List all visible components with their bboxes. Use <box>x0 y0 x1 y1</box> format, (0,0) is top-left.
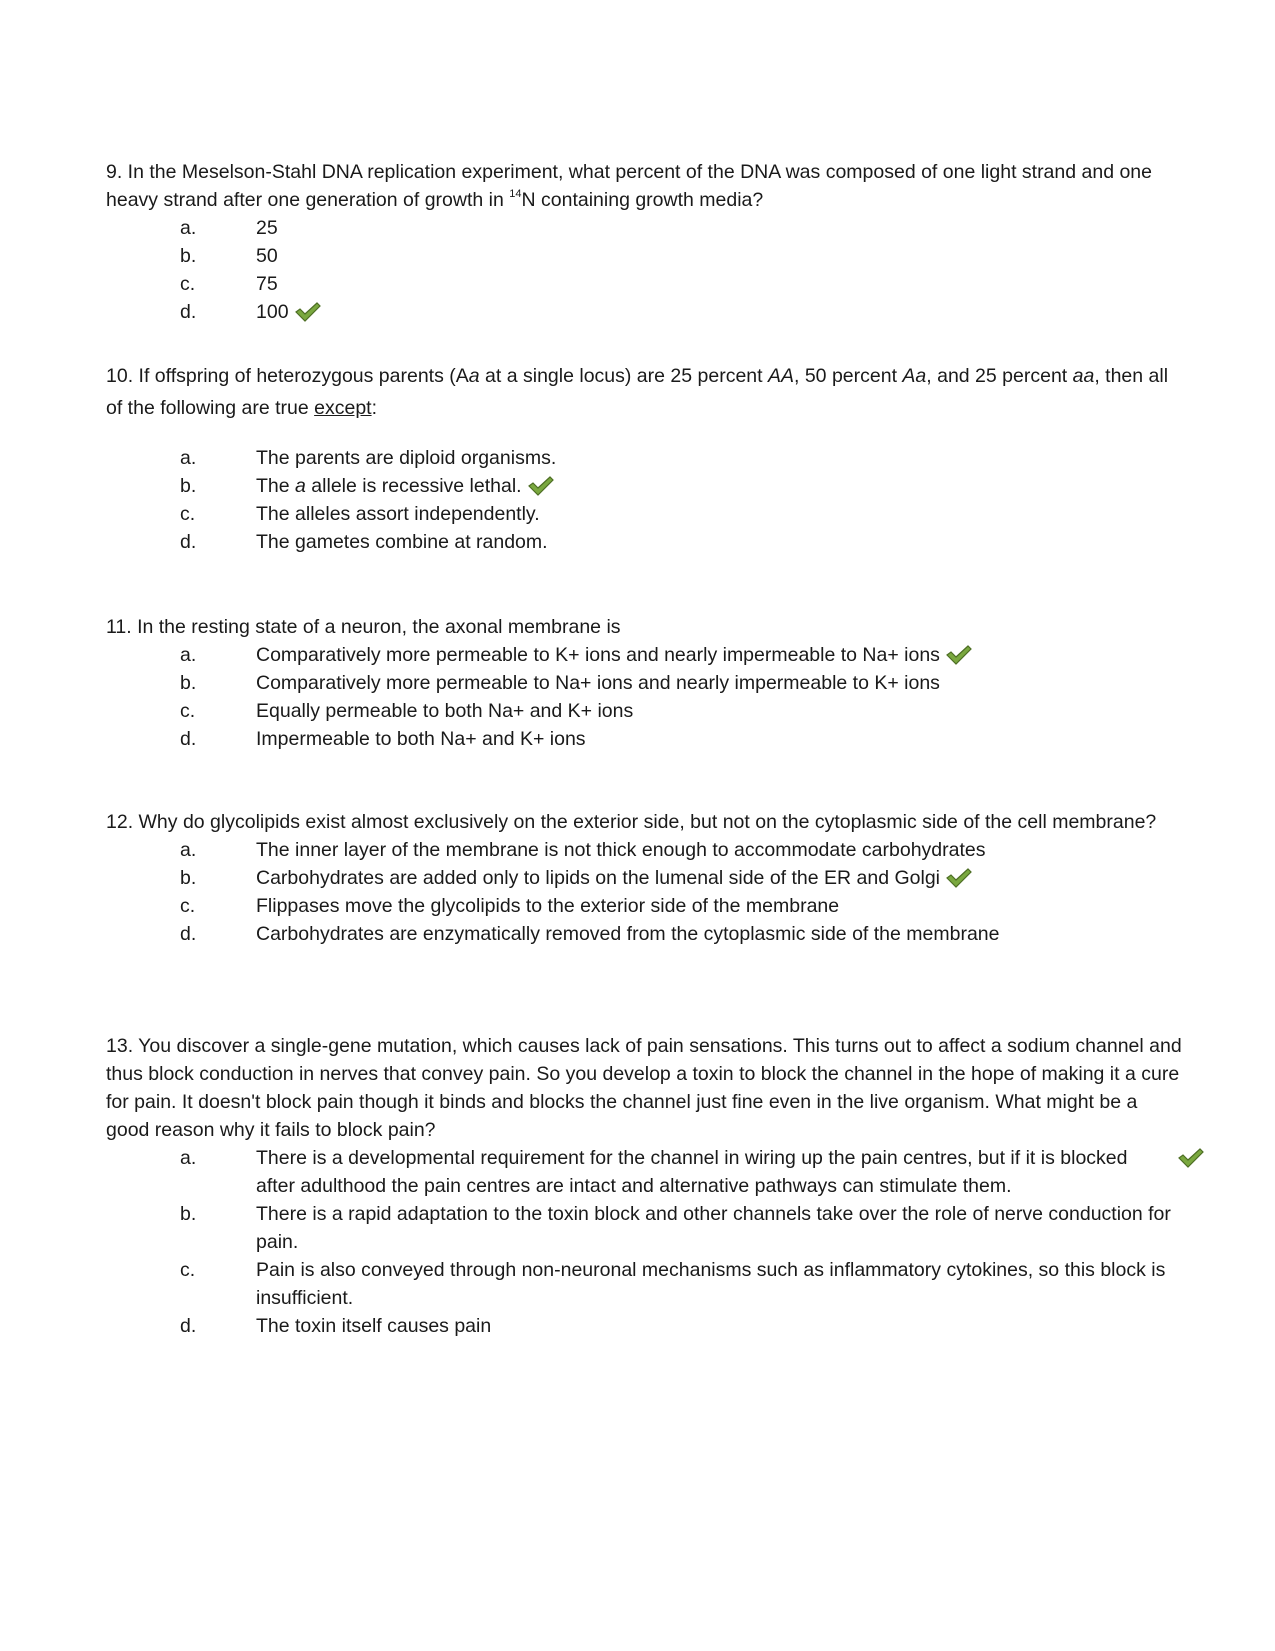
option-c: c. Flippases move the glycolipids to the exterior side of the membrane <box>180 895 840 917</box>
checkmark-icon <box>946 868 972 888</box>
checkmark-icon <box>528 476 554 496</box>
option-a: a. 25 <box>180 217 278 239</box>
option-b: b. 50 <box>180 245 278 267</box>
question-11 <box>106 613 1186 753</box>
option-a: a. The inner layer of the membrane is not thick enough to accommodate carbohydrates <box>180 839 986 861</box>
question-11-options <box>106 641 1186 753</box>
question-10 <box>106 360 1186 556</box>
option-c: c. Equally permeable to both Na+ and K+ ions <box>180 700 634 722</box>
option-b: b. The a allele is recessive lethal. <box>106 472 1186 500</box>
option-b: b. Comparatively more permeable to Na+ ions and nearly impermeable to K+ ions <box>180 672 940 694</box>
question-10-stem: 10. If offspring of heterozygous parents (Aa at a single locus) are 25 percent AA, 50 percent Aa, and 25 percent aa, then all of the following are true except: <box>106 365 1169 419</box>
option-d: d. Impermeable to both Na+ and K+ ions <box>180 728 586 750</box>
option-b: b. There is a rapid adaptation to the toxin block and other channels take over the role of nerve conduction for pain. <box>180 1203 1171 1253</box>
question-13 <box>106 1032 1186 1340</box>
option-d: d. The gametes combine at random. <box>180 531 548 553</box>
question-9-options <box>106 214 1186 326</box>
checkmark-icon <box>1178 1148 1204 1168</box>
question-12-options <box>106 836 1186 948</box>
question-13-stem: 13. You discover a single-gene mutation, which causes lack of pain sensations. This turns out to affect a sodium channel and thus block conduction in nerves that convey pain. So you develop a toxin to block the channel in the hope of making it a cure for pain. It doesn't block pain though it binds and blocks the channel just fine even in the live organism. What might be a good reason why it fails to block pain? <box>106 1035 1182 1141</box>
option-c: c. 75 <box>180 273 278 295</box>
checkmark-icon <box>946 645 972 665</box>
question-13-options <box>106 1144 1186 1340</box>
question-12 <box>106 808 1186 948</box>
option-d: d. Carbohydrates are enzymatically removed from the cytoplasmic side of the membrane <box>180 923 1000 945</box>
checkmark-icon <box>295 302 321 322</box>
option-b: b. Carbohydrates are added only to lipids on the lumenal side of the ER and Golgi <box>106 864 1186 892</box>
option-a: a. Comparatively more permeable to K+ ions and nearly impermeable to Na+ ions <box>106 641 1186 669</box>
question-11-stem: 11. In the resting state of a neuron, the axonal membrane is <box>106 616 621 638</box>
question-12-stem: 12. Why do glycolipids exist almost exclusively on the exterior side, but not on the cytoplasmic side of the cell membrane? <box>106 811 1157 833</box>
superscript-14: 14 <box>509 188 522 200</box>
option-d: d. 100 <box>106 298 1186 326</box>
option-a: a. The parents are diploid organisms. <box>180 447 557 469</box>
question-10-options <box>106 444 1186 556</box>
question-9-stem: 9. In the Meselson-Stahl DNA replication experiment, what percent of the DNA was composed of one light strand and one heavy strand after one generation of growth in $^{14}$N containing growth media? <box>106 161 1153 211</box>
option-a: a. There is a developmental requirement for the channel in wiring up the pain centres, but if it is blocked after adulthood the pain centres are intact and alternative pathways can stimulate them. <box>106 1144 1186 1200</box>
option-d: d. The toxin itself causes pain <box>180 1315 492 1337</box>
question-9 <box>106 158 1186 326</box>
option-c: c. The alleles assort independently. <box>180 503 540 525</box>
option-c: c. Pain is also conveyed through non-neuronal mechanisms such as inflammatory cytokines, so this block is insufficient. <box>180 1259 1166 1309</box>
